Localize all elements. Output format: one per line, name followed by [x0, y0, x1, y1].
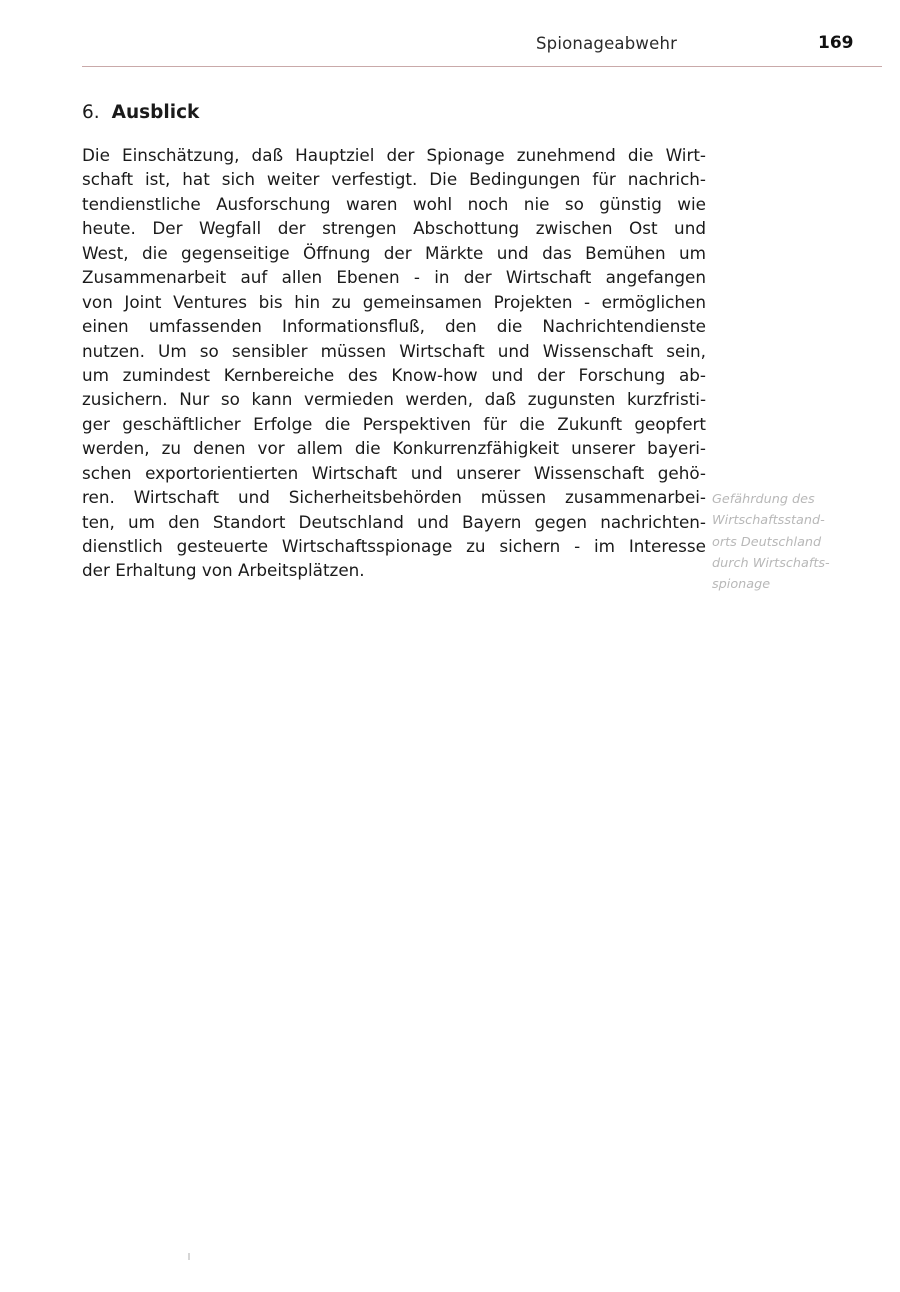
body-line: der Erhaltung von Arbeitsplätzen. [82, 560, 365, 581]
body-line: einen umfassenden Informationsfluß, den die Nachrichtendienste [82, 316, 706, 337]
body-paragraph [82, 143, 706, 583]
body-line: heute. Der Wegfall der strengen Abschottung zwischen Ost und [82, 218, 706, 239]
body-line: Die Einschätzung, daß Hauptziel der Spionage zunehmend die Wirt- [82, 145, 706, 165]
page-number: 169 [818, 33, 854, 53]
header-rule [82, 66, 882, 67]
section-heading [82, 102, 199, 123]
margin-note [712, 489, 882, 595]
margin-note-line: durch Wirtschafts- [712, 555, 830, 571]
body-line: nutzen. Um so sensibler müssen Wirtschaft und Wissenschaft sein, [82, 340, 706, 361]
section-title: Ausblick [111, 102, 200, 123]
body-line: tendienstliche Ausforschung waren wohl noch nie so günstig wie [82, 193, 706, 214]
body-line: dienstlich gesteuerte Wirtschaftsspionage zu sichern - im Interesse [82, 536, 706, 556]
margin-note-line: Wirtschaftsstand- [712, 513, 825, 529]
section-number: 6. [82, 102, 100, 123]
body-line: ger geschäftlicher Erfolge die Perspektiven für die Zukunft geopfert [82, 413, 706, 434]
margin-note-line: spionage [712, 577, 771, 593]
body-line: ren. Wirtschaft und Sicherheitsbehörden müssen zusammenarbei- [82, 487, 706, 508]
scan-artifact [188, 1253, 190, 1260]
margin-note-line: orts Deutschland [712, 534, 822, 550]
running-header-title: Spionageabwehr [536, 34, 678, 53]
body-line: werden, zu denen vor allem die Konkurrenzfähigkeit unserer bayeri- [82, 438, 706, 459]
body-line: schaft ist, hat sich weiter verfestigt. Die Bedingungen für nachrich- [82, 169, 706, 190]
body-line: um zumindest Kernbereiche des Know-how und der Forschung ab- [82, 364, 706, 385]
margin-note-line: Gefährdung des [712, 492, 815, 507]
body-line: West, die gegenseitige Öffnung der Märkte und das Bemühen um [82, 242, 706, 263]
body-line: schen exportorientierten Wirtschaft und unserer Wissenschaft gehö- [82, 462, 706, 483]
body-line: ten, um den Standort Deutschland und Bayern gegen nachrichten- [82, 511, 706, 532]
body-line: zusichern. Nur so kann vermieden werden, daß zugunsten kurzfristi- [82, 389, 706, 410]
body-line: Zusammenarbeit auf allen Ebenen - in der Wirtschaft angefangen [82, 267, 706, 288]
body-line: von Joint Ventures bis hin zu gemeinsamen Projekten - ermöglichen [82, 291, 706, 312]
